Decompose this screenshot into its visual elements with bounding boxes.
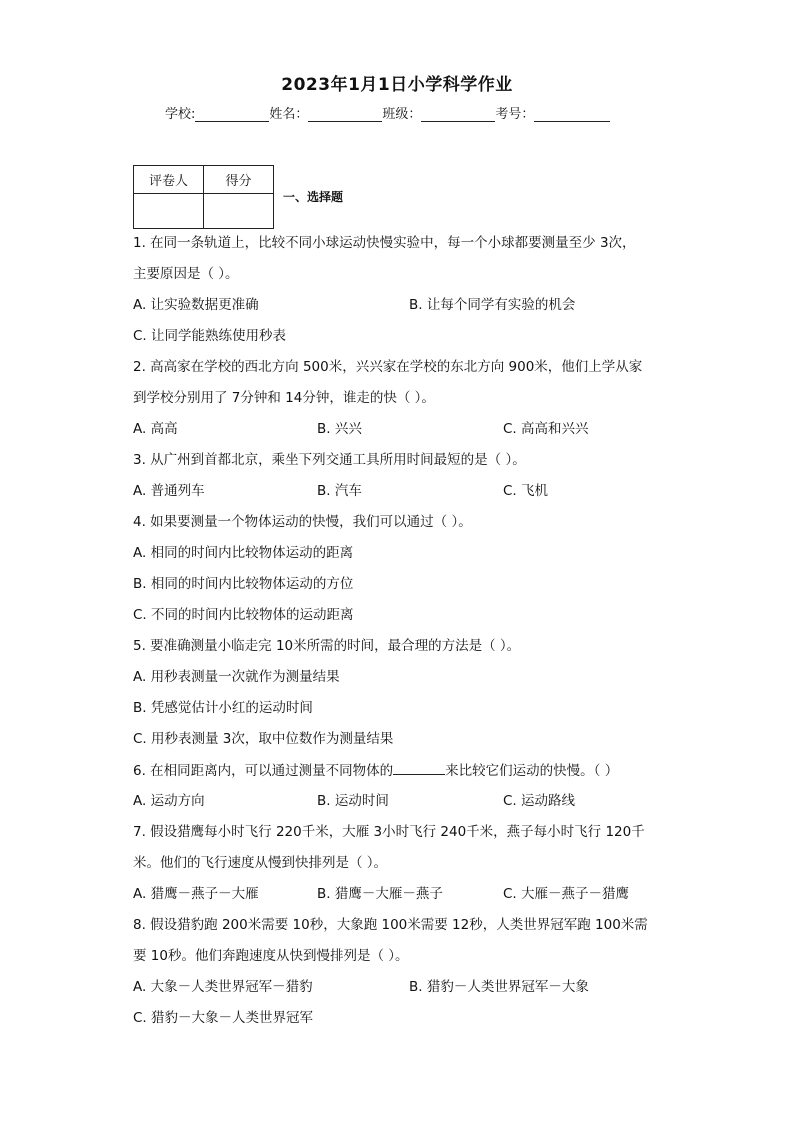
- question-5-option-c[interactable]: C. 用秒表测量 3次，取中位数作为测量结果: [133, 731, 394, 747]
- exam-number-label: 考号：: [495, 107, 535, 122]
- question-8-option-b[interactable]: B. 猎豹－人类世界冠军－大象: [409, 979, 589, 995]
- question-4-option-c[interactable]: C. 不同的时间内比较物体的运动距离: [133, 607, 354, 623]
- school-label: 学校:: [165, 107, 196, 122]
- score-cell[interactable]: [204, 194, 274, 229]
- question-5-option-b[interactable]: B. 凭感觉估计小红的运动时间: [133, 700, 313, 716]
- question-5-line-1: 5. 要准确测量小临走完 10米所需的时间，最合理的方法是（ ）。: [133, 638, 521, 654]
- question-3-option-a[interactable]: A. 普通列车: [133, 483, 205, 499]
- question-1-line-1: 1. 在同一条轨道上，比较不同小球运动快慢实验中，每一个小球都要测量至少 3次，: [133, 235, 636, 251]
- question-7-option-a[interactable]: A. 猎鹰－燕子－大雁: [133, 886, 259, 902]
- grader-header: 评卷人: [134, 166, 204, 194]
- question-6-text-after: 来比较它们运动的快慢。（ ）: [445, 763, 619, 779]
- question-6-option-b[interactable]: B. 运动时间: [317, 793, 389, 809]
- question-7-option-c[interactable]: C. 大雁－燕子－猎鹰: [503, 886, 630, 902]
- score-header: 得分: [204, 166, 274, 194]
- question-1-option-b[interactable]: B. 让每个同学有实验的机会: [409, 297, 576, 313]
- name-label: 姓名：: [269, 107, 309, 122]
- question-7-option-b[interactable]: B. 猎鹰－大雁－燕子: [317, 886, 443, 902]
- question-2-options-row: [133, 419, 663, 450]
- question-6-option-c[interactable]: C. 运动路线: [503, 793, 576, 809]
- class-blank[interactable]: [421, 107, 495, 122]
- question-list: [133, 233, 663, 1039]
- class-label: 班级：: [382, 107, 422, 122]
- question-4-option-b[interactable]: B. 相同的时间内比较物体运动的方位: [133, 576, 354, 592]
- score-table: [133, 165, 274, 229]
- question-3-line-1: 3. 从广州到首都北京，乘坐下列交通工具所用时间最短的是（ ）。: [133, 452, 526, 468]
- question-3-option-b[interactable]: B. 汽车: [317, 483, 362, 499]
- question-8-option-a[interactable]: A. 大象－人类世界冠军－猎豹: [133, 979, 313, 995]
- question-8-options-row: [133, 977, 663, 1008]
- question-8-line-1: 8. 假设猎豹跑 200米需要 10秒，大象跑 100米需要 12秒，人类世界冠军跑 100米需: [133, 917, 648, 933]
- question-6-options-row: [133, 791, 663, 822]
- question-6-line-1: [133, 760, 663, 791]
- question-7-line-2: 米。他们的飞行速度从慢到快排列是（ ）。: [133, 855, 388, 871]
- question-1-line-2: 主要原因是（ ）。: [133, 266, 239, 282]
- question-6-fill-blank[interactable]: [393, 760, 445, 775]
- exam-number-blank[interactable]: [534, 107, 610, 122]
- question-2-option-a[interactable]: A. 高高: [133, 421, 178, 437]
- page-title: 2023年1月1日小学科学作业: [281, 75, 513, 95]
- name-blank[interactable]: [308, 107, 382, 122]
- grader-cell[interactable]: [134, 194, 204, 229]
- question-4-option-a[interactable]: A. 相同的时间内比较物体运动的距离: [133, 545, 354, 561]
- question-8-option-c[interactable]: C. 猎豹－大象－人类世界冠军: [133, 1010, 314, 1026]
- question-4-line-1: 4. 如果要测量一个物体运动的快慢，我们可以通过（ ）。: [133, 514, 472, 530]
- section-title: 一、选择题: [283, 190, 344, 204]
- question-8-line-2: 要 10秒。他们奔跑速度从快到慢排列是（ ）。: [133, 948, 409, 964]
- question-1-option-c[interactable]: C. 让同学能熟练使用秒表: [133, 328, 287, 344]
- student-info-line: [165, 102, 635, 122]
- question-2-line-1: 2. 高高家在学校的西北方向 500米，兴兴家在学校的东北方向 900米，他们上学从家: [133, 359, 643, 375]
- question-7-options-row: [133, 884, 663, 915]
- question-1-option-a[interactable]: A. 让实验数据更准确: [133, 297, 259, 313]
- question-1-options-row: [133, 295, 663, 326]
- question-6-option-a[interactable]: A. 运动方向: [133, 793, 205, 809]
- school-blank[interactable]: [195, 107, 269, 122]
- question-3-options-row: [133, 481, 663, 512]
- question-3-option-c[interactable]: C. 飞机: [503, 483, 549, 499]
- question-6-text-before: 6. 在相同距离内，可以通过测量不同物体的: [133, 763, 394, 779]
- question-2-option-c[interactable]: C. 高高和兴兴: [503, 421, 589, 437]
- question-2-option-b[interactable]: B. 兴兴: [317, 421, 362, 437]
- question-7-line-1: 7. 假设猎鹰每小时飞行 220千米，大雁 3小时飞行 240千米，燕子每小时飞行 120千: [133, 824, 645, 840]
- question-5-option-a[interactable]: A. 用秒表测量一次就作为测量结果: [133, 669, 340, 685]
- question-2-line-2: 到学校分别用了 7分钟和 14分钟，谁走的快（ ）。: [133, 390, 435, 406]
